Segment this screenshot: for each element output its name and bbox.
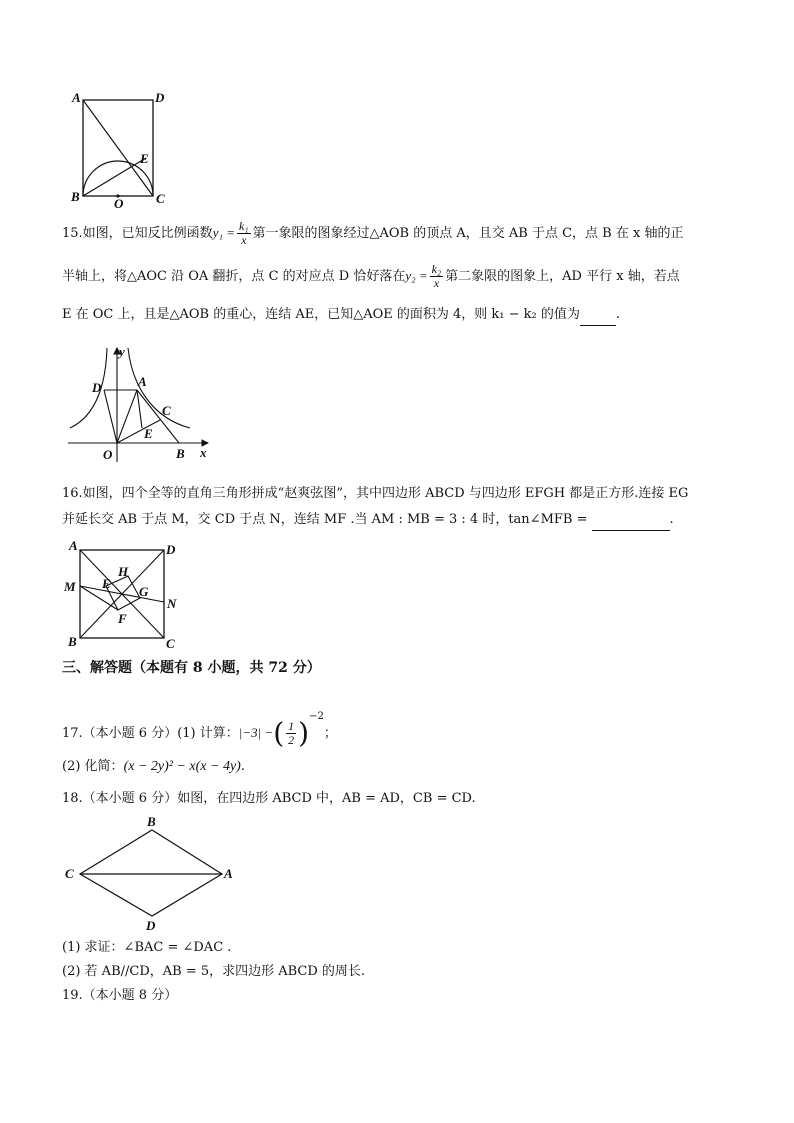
q16-l2: 并延长交 AB 于点 M，交 CD 于点 N，连结 MF .当 AM : MB = 3 : 4 时，tan∠MFB = — [62, 512, 588, 527]
segment-be — [83, 158, 146, 196]
q17-l2-pre: (2) 化简： — [62, 759, 124, 774]
quadrilateral-abcd — [80, 830, 222, 916]
label-d: D — [155, 90, 165, 105]
label-b: B — [176, 446, 185, 461]
label-y: y — [119, 344, 125, 359]
segment-oa — [117, 390, 137, 443]
q17-right-paren: ) — [298, 716, 310, 750]
label-d: D — [92, 380, 102, 395]
q15-answer-blank[interactable] — [580, 305, 616, 326]
label-e: E — [102, 576, 111, 591]
q18-part-2: (2) 若 AB//CD，AB = 5，求四边形 ABCD 的周长. — [62, 964, 366, 979]
q16-answer-blank[interactable] — [592, 510, 670, 531]
q15-frac-k2: $\frac{\text{k₂}}{x}$ — [431, 262, 442, 290]
label-g: G — [139, 584, 149, 599]
q16-line-1 — [62, 484, 688, 504]
q19-line-1: 19.（本小题 8 分） — [62, 988, 178, 1003]
label-h: H — [118, 564, 129, 579]
segment-oc — [117, 420, 160, 443]
label-e: E — [144, 426, 153, 441]
label-c: C — [156, 191, 165, 206]
label-c: C — [166, 636, 175, 651]
figure-q14 — [60, 86, 180, 211]
q15-y2: y₂ = — [405, 268, 428, 283]
q15-y1: y₁ = — [212, 225, 235, 240]
q17-l1-expr: |−3| − — [238, 725, 274, 740]
q15-line-1 — [62, 220, 683, 247]
q15-l2-post: 第二象限的图象上，AD 平行 x 轴，若点 — [445, 269, 680, 284]
label-f: F — [118, 611, 127, 626]
q15-l3: E 在 OC 上，且是△AOB 的重心，连结 AE，已知△AOE 的面积为 4，则 k₁ − k₂ 的值为 — [62, 307, 580, 322]
q17-left-paren: ( — [273, 716, 285, 750]
label-d: D — [146, 918, 156, 933]
label-b: B — [68, 634, 77, 649]
label-a: A — [224, 866, 233, 881]
q17-line-1: 17.（本小题 6 分）(1) 计算：|−3| −( $\frac{1}{2}$ )$^{-2}$； — [62, 711, 337, 750]
label-e: E — [140, 151, 149, 166]
label-c: C — [162, 403, 171, 418]
figure-q16 — [60, 538, 190, 653]
label-d: D — [166, 542, 176, 557]
figure-q18 — [60, 812, 245, 934]
q15-line-2 — [62, 263, 680, 290]
q15-l1-post: 第一象限的图象经过△AOB 的顶点 A，且交 AB 于点 C，点 B 在 x 轴的正 — [252, 226, 684, 241]
q15-frac-k1: $\frac{\text{k₁}}{x}$ — [239, 219, 249, 247]
q15-l2-pre: 半轴上，将△AOC 沿 OA 翻折，点 C 的对应点 D 恰好落在 — [62, 269, 406, 284]
q16-l1: 16.如图，四个全等的直角三角形拼成“赵爽弦图”，其中四边形 ABCD 与四边形 EFGH 都是正方形.连接 EG — [62, 486, 689, 501]
q18-line-1: 18.（本小题 6 分）如图，在四边形 ABCD 中，AB = AD，CB = CD. — [62, 791, 476, 806]
label-o: O — [114, 196, 124, 211]
q17-l1-pre: 17.（本小题 6 分）(1) 计算： — [62, 726, 239, 741]
q17-frac-half: $\frac{1}{2}$ — [288, 719, 295, 747]
section-heading: 三、解答题（本题有 8 小题，共 72 分） — [62, 660, 321, 676]
q17-exponent: −2 — [309, 711, 324, 722]
q15-line-3: E 在 OC 上，且是△AOB 的重心，连结 AE，已知△AOE 的面积为 4，则 k₁ − k₂ 的值为 . — [62, 305, 620, 326]
q17-line-2: (2) 化简：(x − 2y)² − x(x − 4y). — [62, 759, 245, 774]
figure-q15 — [62, 340, 222, 465]
q16-line-2: 并延长交 AB 于点 M，交 CD 于点 N，连结 MF .当 AM : MB = 3 : 4 时，tan∠MFB = . — [62, 510, 674, 531]
segment-od — [104, 390, 117, 443]
q15-l1-pre: 15.如图，已知反比例函数 — [62, 226, 213, 241]
label-b: B — [147, 814, 156, 829]
label-n: N — [167, 596, 177, 611]
label-a: A — [138, 374, 147, 389]
label-a: A — [69, 538, 78, 553]
diagonal-ac — [83, 100, 153, 196]
label-x: x — [200, 445, 207, 460]
label-m: M — [64, 579, 76, 594]
label-a: A — [72, 90, 81, 105]
q18-part-1: (1) 求证：∠BAC = ∠DAC . — [62, 940, 232, 955]
label-o: O — [103, 447, 113, 462]
semicircle-arc — [83, 161, 153, 196]
label-b: B — [71, 189, 80, 204]
label-c: C — [65, 866, 74, 881]
q17-l2-expr: (x − 2y)² − x(x − 4y) — [123, 759, 241, 774]
curve-y2 — [70, 348, 107, 428]
